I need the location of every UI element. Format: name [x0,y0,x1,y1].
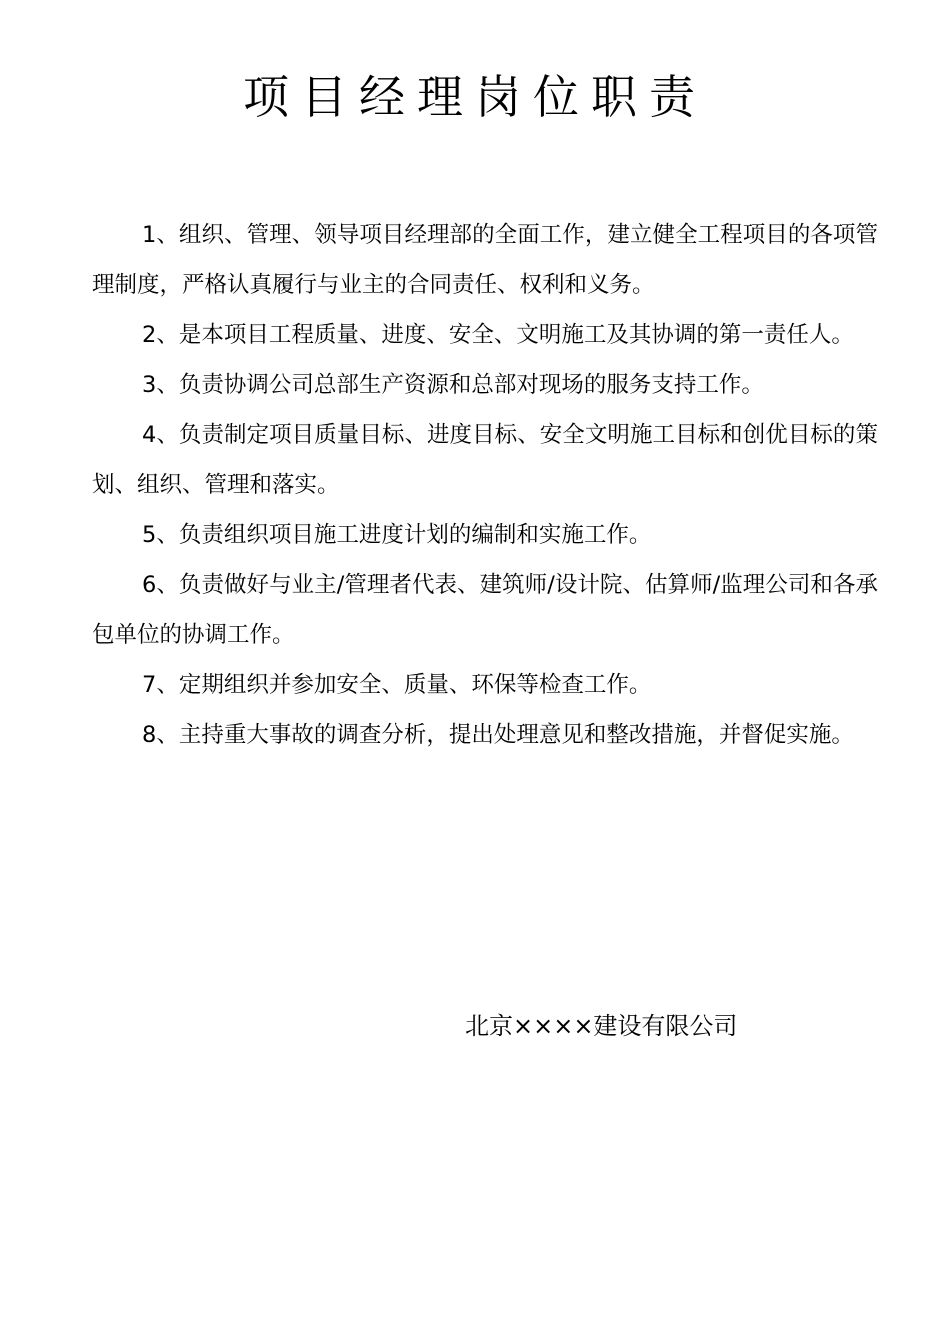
duty-item-2: 2、是本项目工程质量、进度、安全、文明施工及其协调的第一责任人。 [142,322,854,348]
document-title: 项目经理岗位职责 [243,70,707,124]
duty-item-7: 7、定期组织并参加安全、质量、环保等检查工作。 [142,672,652,698]
duty-item-1: 1、组织、管理、领导项目经理部的全面工作，建立健全工程项目的各项管理制度，严格认真履行与业主的合同责任、权利和义务。 [92,222,878,298]
duty-item-6: 6、负责做好与业主/管理者代表、建筑师/设计院、估算师/监理公司和各承包单位的协调工作。 [92,572,878,648]
company-signature: 北京××××建设有限公司 [465,1012,738,1040]
duty-item-4: 4、负责制定项目质量目标、进度目标、安全文明施工目标和创优目标的策划、组织、管理和落实。 [92,422,878,498]
duty-item-3: 3、负责协调公司总部生产资源和总部对现场的服务支持工作。 [142,372,764,398]
duty-item-8: 8、主持重大事故的调查分析，提出处理意见和整改措施，并督促实施。 [142,722,854,748]
duty-item-5: 5、负责组织项目施工进度计划的编制和实施工作。 [142,522,652,548]
duty-list [92,210,878,760]
